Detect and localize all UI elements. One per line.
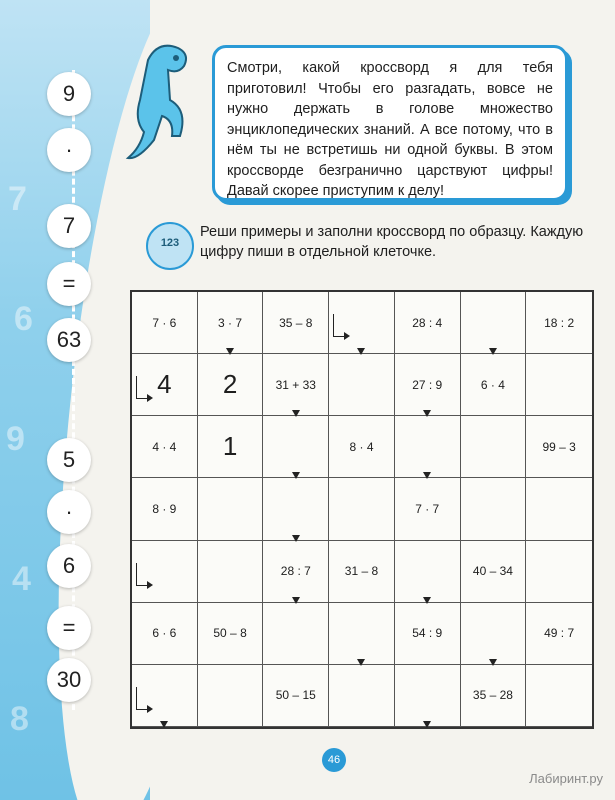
example-bubble: 63 [47,318,91,362]
cell-text: 54 : 9 [412,626,443,641]
example-bubble: 7 [47,204,91,248]
cell-text: 7 · 7 [415,501,440,516]
crossword-cell[interactable] [329,354,395,416]
crossword-cell[interactable] [198,292,264,354]
example-bubble: 5 [47,438,91,482]
crossword-cell[interactable] [461,541,527,603]
crossword-cell[interactable] [132,416,198,478]
crossword-cell[interactable] [263,478,329,540]
example-bubble: · [47,128,91,172]
crossword-cell[interactable] [395,541,461,603]
example-bubble: = [47,262,91,306]
crossword-cell[interactable] [395,603,461,665]
example-bubble: 6 [47,544,91,588]
crossword-cell[interactable] [198,416,264,478]
cell-text: 4 [157,369,172,400]
crossword-cell[interactable] [329,292,395,354]
cell-text: 31 + 33 [275,377,316,392]
cell-text: 27 : 9 [412,377,443,392]
crossword-cell[interactable] [198,541,264,603]
crossword-cell[interactable] [395,478,461,540]
crossword-cell[interactable] [132,292,198,354]
crossword-cell[interactable] [461,292,527,354]
cell-text: 50 – 15 [275,688,316,703]
crossword-cell[interactable] [132,541,198,603]
crossword-cell[interactable] [526,354,592,416]
crossword-cell[interactable] [132,603,198,665]
task-icon [146,222,194,270]
dinosaur-icon [118,40,202,170]
down-arrow-icon [160,721,168,728]
bg-digit: 7 [8,180,27,218]
cell-text: 49 : 7 [544,626,575,641]
right-arrow-icon [333,314,344,337]
cell-text: 28 : 7 [280,564,311,579]
crossword-cell[interactable] [263,541,329,603]
crossword-cell[interactable] [395,292,461,354]
crossword-cell[interactable] [461,603,527,665]
watermark: Лабиринт.ру [529,771,603,786]
crossword-cell[interactable] [395,354,461,416]
page-number: 46 [322,748,346,772]
crossword-grid [130,290,594,729]
crossword-cell[interactable] [132,478,198,540]
cell-text: 4 · 4 [152,439,177,454]
right-arrow-icon [136,563,147,586]
crossword-cell[interactable] [329,541,395,603]
crossword-cell[interactable] [329,478,395,540]
crossword-cell[interactable] [461,416,527,478]
crossword-cell[interactable] [526,603,592,665]
task-icon-label: 123 [160,237,180,249]
crossword-cell[interactable] [132,665,198,727]
cell-text: 28 : 4 [412,315,443,330]
crossword-cell[interactable] [526,665,592,727]
down-arrow-icon [423,721,431,728]
crossword-cell[interactable] [198,665,264,727]
crossword-cell[interactable] [526,478,592,540]
bg-digit: 8 [10,700,29,738]
example-bubble: 30 [47,658,91,702]
example-bubble: · [47,490,91,534]
cell-text: 3 · 7 [218,315,243,330]
crossword-cell[interactable] [198,478,264,540]
crossword-cell[interactable] [329,603,395,665]
bg-digit: 6 [14,300,33,338]
cell-text: 8 · 9 [152,501,177,516]
cell-text: 50 – 8 [213,626,247,641]
crossword-cell[interactable] [198,603,264,665]
crossword-cell[interactable] [461,665,527,727]
cell-text: 1 [222,431,238,462]
crossword-cell[interactable] [329,665,395,727]
crossword-cell[interactable] [526,416,592,478]
crossword-cell[interactable] [132,354,198,416]
crossword-cell[interactable] [329,416,395,478]
example-bubble: 9 [47,72,91,116]
crossword-cell[interactable] [263,603,329,665]
crossword-cell[interactable] [395,665,461,727]
cell-text: 31 – 8 [344,564,379,579]
right-arrow-icon [136,687,147,710]
crossword-cell[interactable] [263,665,329,727]
cell-text: 6 · 6 [152,626,177,641]
crossword-cell[interactable] [263,416,329,478]
bg-digit: 4 [12,560,31,598]
crossword-cell[interactable] [198,354,264,416]
cell-text: 35 – 8 [279,315,313,330]
cell-text: 40 – 34 [472,564,513,579]
crossword-cell[interactable] [263,292,329,354]
right-arrow-icon [136,376,147,399]
speech-bubble [212,45,568,201]
crossword-cell[interactable] [461,478,527,540]
crossword-cell[interactable] [461,354,527,416]
speech-text: Смотри, какой кроссворд я для тебя приготовил! Чтобы его разгадать, вовсе не нужно держать в голове множество энциклопедических знаний. А все потому, что в нём ты не встретишь ни одной буквы. В этом кроссворде безгранично царствуют цифры! Давай скорее приступим к делу! [227,60,553,199]
crossword-cell[interactable] [395,416,461,478]
crossword-cell[interactable] [263,354,329,416]
cell-text: 99 – 3 [542,439,576,454]
crossword-cell[interactable] [526,541,592,603]
example-bubble: = [47,606,91,650]
cell-text: 18 : 2 [544,315,575,330]
cell-text: 8 · 4 [349,439,374,454]
task-instruction: Реши примеры и заполни кроссворд по образцу. Каждую цифру пиши в отдельной клеточке. [200,224,584,260]
cell-text: 7 · 6 [152,315,177,330]
cell-text: 6 · 4 [480,377,505,392]
crossword-cell[interactable] [526,292,592,354]
bg-digit: 9 [6,420,25,458]
cell-text: 35 – 28 [472,688,513,703]
cell-text: 2 [222,369,238,400]
